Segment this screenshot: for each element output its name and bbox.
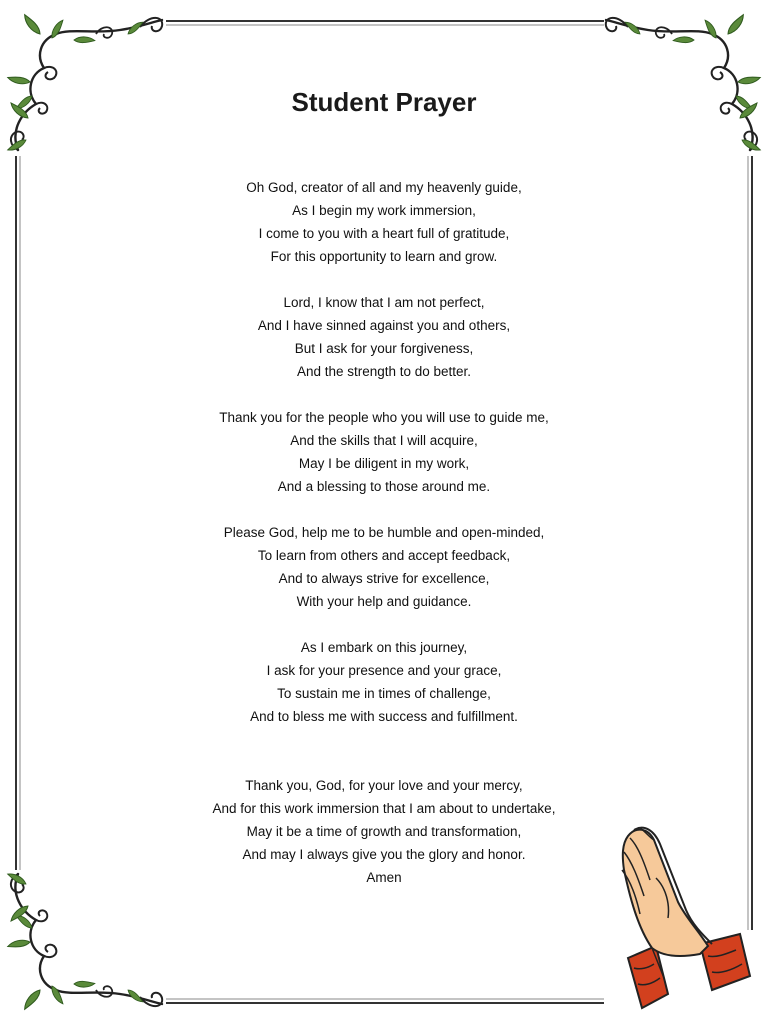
prayer-line: And the skills that I will acquire, [290, 433, 478, 448]
praying-hands-icon [608, 818, 756, 1014]
prayer-line: And I have sinned against you and others, [257, 318, 511, 333]
stanza-4 [0, 521, 768, 613]
vine-corner-top-left-icon [6, 12, 162, 151]
prayer-line: And for this work immersion that I am about to undertake, [212, 801, 556, 816]
stanza-2 [0, 291, 768, 383]
stanza-1 [0, 176, 768, 268]
prayer-line: But I ask for your forgiveness, [294, 341, 474, 356]
prayer-line: May I be diligent in my work, [298, 456, 470, 471]
prayer-line: As I begin my work immersion, [292, 203, 476, 218]
prayer-line: And may I always give you the glory and honor. [242, 847, 526, 862]
vine-corner-top-right-icon [606, 12, 762, 151]
prayer-line: I come to you with a heart full of gratitude, [258, 226, 510, 241]
prayer-line: To learn from others and accept feedback, [257, 548, 511, 563]
prayer-line: I ask for your presence and your grace, [266, 663, 502, 678]
page-title: Student Prayer [291, 87, 477, 117]
stanza-5 [0, 636, 768, 728]
prayer-line: Please God, help me to be humble and open-minded, [223, 525, 545, 540]
prayer-line: Lord, I know that I am not perfect, [283, 295, 485, 310]
prayer-line: Oh God, creator of all and my heavenly guide, [246, 180, 522, 195]
vine-corner-bottom-left-icon [6, 873, 162, 1012]
prayer-text [0, 176, 768, 889]
prayer-line: For this opportunity to learn and grow. [270, 249, 498, 264]
prayer-line: And to bless me with success and fulfillment. [250, 709, 518, 724]
prayer-line: And to always strive for excellence, [278, 571, 490, 586]
prayer-line: Thank you, God, for your love and your mercy, [245, 778, 523, 793]
prayer-amen: Amen [366, 870, 402, 885]
prayer-line: Thank you for the people who you will use to guide me, [219, 410, 549, 425]
prayer-line: And the strength to do better. [296, 364, 472, 379]
prayer-line: To sustain me in times of challenge, [277, 686, 491, 701]
prayer-line: As I embark on this journey, [300, 640, 468, 655]
prayer-line: And a blessing to those around me. [277, 479, 491, 494]
prayer-line: May it be a time of growth and transformation, [246, 824, 522, 839]
stanza-3 [0, 406, 768, 498]
prayer-line: With your help and guidance. [296, 594, 472, 609]
